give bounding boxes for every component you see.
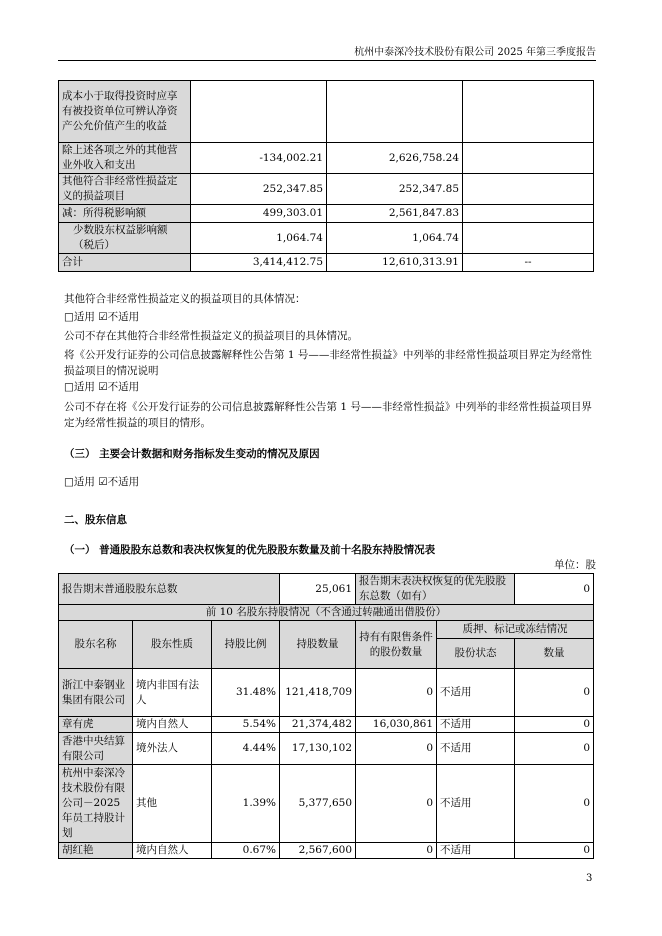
col-header-name: 股东名称 xyxy=(59,621,133,669)
section-heading-top10: （一） 普通股股东总数和表决权恢复的优先股股东数量及前十名股东持股情况表 xyxy=(64,544,436,556)
holder-count: 0 xyxy=(515,733,594,765)
holder-ratio: 31.48% xyxy=(212,669,280,717)
row-label: 减：所得税影响额 xyxy=(59,205,191,223)
col-header-ratio: 持股比例 xyxy=(212,621,280,669)
preferred-holders-value: 0 xyxy=(515,574,594,605)
col-header-count: 数量 xyxy=(515,639,594,669)
holder-restricted: 0 xyxy=(356,733,437,765)
table-row xyxy=(59,174,594,205)
holder-ratio: 1.39% xyxy=(212,765,280,843)
table-row xyxy=(59,843,594,859)
section-heading-changes: （三） 主要会计数据和财务指标发生变动的情况及原因 xyxy=(64,448,320,460)
table-row xyxy=(59,143,594,174)
shareholders-table xyxy=(58,573,594,859)
cell-note: -- xyxy=(463,254,594,272)
cell-current: -134,002.21 xyxy=(191,143,327,174)
section-row xyxy=(59,605,594,621)
row-label: 除上述各项之外的其他营业外收入和支出 xyxy=(59,143,191,174)
cell-ytd: 12,610,313.91 xyxy=(327,254,463,272)
preferred-holders-label: 报告期末表决权恢复的优先股股东总数（如有） xyxy=(356,574,515,605)
holder-status: 不适用 xyxy=(437,669,515,717)
table-row xyxy=(59,765,594,843)
holder-count: 0 xyxy=(515,717,594,733)
cell-note xyxy=(463,223,594,254)
page-number: 3 xyxy=(586,873,593,884)
paragraph-no-reclassification: 公司不存在将《公开发行证券的公司信息披露解释性公告第 1 号——非经常性损益》中列举的非经常性损益项目界定为经常性损益的项目的情形。 xyxy=(64,401,592,429)
row-label: 合计 xyxy=(59,254,191,272)
holder-qty: 121,418,709 xyxy=(280,669,356,717)
cell-note xyxy=(463,81,594,143)
cell-ytd: 1,064.74 xyxy=(327,223,463,254)
col-header-qty: 持股数量 xyxy=(280,621,356,669)
top10-section-title: 前 10 名股东持股情况（不含通过转融通出借股份） xyxy=(59,605,594,621)
col-header-restricted: 持有有限售条件的股份数量 xyxy=(356,621,437,669)
cell-ytd: 2,561,847.83 xyxy=(327,205,463,223)
holder-name: 章有虎 xyxy=(59,717,133,733)
holder-status: 不适用 xyxy=(437,733,515,765)
row-label: 少数股东权益影响额（税后） xyxy=(59,223,191,254)
holder-restricted: 0 xyxy=(356,669,437,717)
cell-ytd xyxy=(327,81,463,143)
holder-qty: 5,377,650 xyxy=(280,765,356,843)
table-row xyxy=(59,205,594,223)
holder-nature: 其他 xyxy=(133,765,212,843)
applicable-option-2: □适用 ☑不适用 xyxy=(64,381,140,393)
holder-ratio: 0.67% xyxy=(212,843,280,859)
cell-current: 252,347.85 xyxy=(191,174,327,205)
holder-ratio: 4.44% xyxy=(212,733,280,765)
holder-name: 浙江中泰钢业集团有限公司 xyxy=(59,669,133,717)
holder-status: 不适用 xyxy=(437,717,515,733)
holder-name: 胡红艳 xyxy=(59,843,133,859)
holder-qty: 17,130,102 xyxy=(280,733,356,765)
paragraph-other-items: 其他符合非经常性损益定义的损益项目的具体情况： xyxy=(64,293,306,305)
paragraph-no-other-items: 公司不存在其他符合非经常性损益定义的损益项目的具体情况。 xyxy=(64,330,358,342)
applicable-option-3: □适用 ☑不适用 xyxy=(64,476,140,488)
col-header-pledge: 质押、标记或冻结情况 xyxy=(437,621,594,639)
holder-nature: 境外法人 xyxy=(133,733,212,765)
holder-qty: 2,567,600 xyxy=(280,843,356,859)
holder-restricted: 0 xyxy=(356,765,437,843)
page-header: 杭州中泰深冷技术股份有限公司 2025 年第三季度报告 xyxy=(354,47,596,58)
applicable-option-1: □适用 ☑不适用 xyxy=(64,311,140,323)
holder-count: 0 xyxy=(515,843,594,859)
col-header-nature: 股东性质 xyxy=(133,621,212,669)
holder-nature: 境内非国有法人 xyxy=(133,669,212,717)
cell-note xyxy=(463,205,594,223)
paragraph-reclassification: 将《公开发行证券的公司信息披露解释性公告第 1 号——非经常性损益》中列举的非经常性损益项目界定为经常性损益项目的情况说明 xyxy=(64,349,592,377)
cell-current: 499,303.01 xyxy=(191,205,327,223)
table-row xyxy=(59,717,594,733)
holder-restricted: 16,030,861 xyxy=(356,717,437,733)
header-divider xyxy=(58,60,596,61)
non-recurring-items-table xyxy=(58,80,594,272)
holder-count: 0 xyxy=(515,669,594,717)
cell-current: 1,064.74 xyxy=(191,223,327,254)
holder-name: 香港中央结算有限公司 xyxy=(59,733,133,765)
holder-restricted: 0 xyxy=(356,843,437,859)
holder-ratio: 5.54% xyxy=(212,717,280,733)
table-row xyxy=(59,254,594,272)
header-row xyxy=(59,621,594,639)
holder-status: 不适用 xyxy=(437,843,515,859)
table-row xyxy=(59,81,594,143)
total-holders-label: 报告期末普通股股东总数 xyxy=(59,574,280,605)
cell-note xyxy=(463,174,594,205)
cell-note xyxy=(463,143,594,174)
total-row xyxy=(59,574,594,605)
unit-label: 单位：股 xyxy=(554,559,596,571)
cell-current xyxy=(191,81,327,143)
holder-status: 不适用 xyxy=(437,765,515,843)
total-holders-value: 25,061 xyxy=(280,574,356,605)
holder-name: 杭州中泰深冷技术股份有限公司－2025 年员工持股计划 xyxy=(59,765,133,843)
holder-count: 0 xyxy=(515,765,594,843)
cell-ytd: 252,347.85 xyxy=(327,174,463,205)
col-header-status: 股份状态 xyxy=(437,639,515,669)
cell-ytd: 2,626,758.24 xyxy=(327,143,463,174)
table-row xyxy=(59,669,594,717)
table-row xyxy=(59,223,594,254)
holder-nature: 境内自然人 xyxy=(133,717,212,733)
holder-qty: 21,374,482 xyxy=(280,717,356,733)
row-label: 成本小于取得投资时应享有被投资单位可辨认净资产公允价值产生的收益 xyxy=(59,81,191,143)
table-row xyxy=(59,733,594,765)
row-label: 其他符合非经常性损益定义的损益项目 xyxy=(59,174,191,205)
holder-nature: 境内自然人 xyxy=(133,843,212,859)
section-heading-shareholders: 二、股东信息 xyxy=(64,514,127,526)
cell-current: 3,414,412.75 xyxy=(191,254,327,272)
